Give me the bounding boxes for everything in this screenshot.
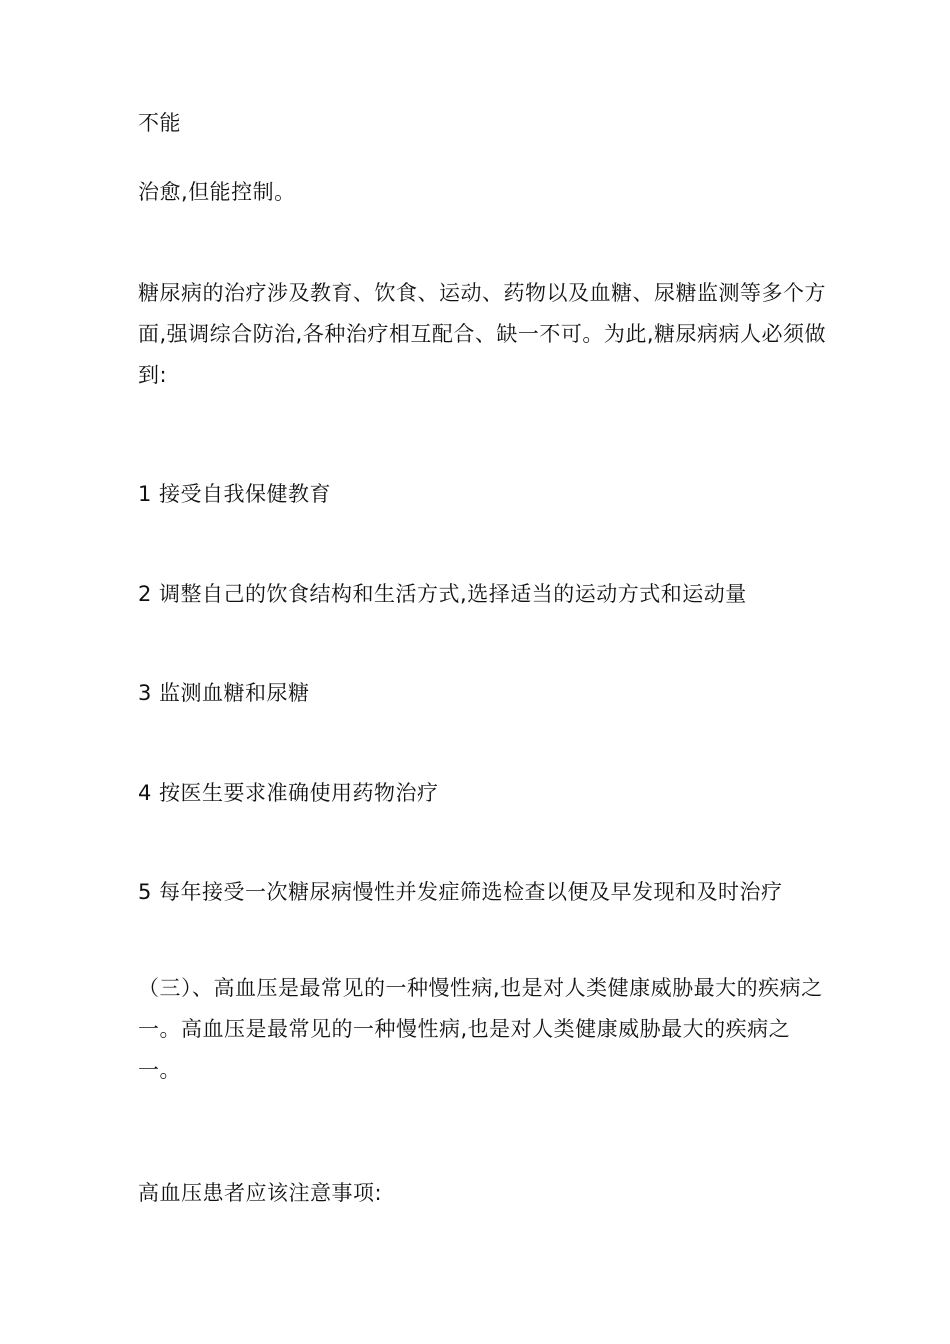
list-item-4: 4 按医生要求准确使用药物治疗 — [138, 781, 439, 805]
list-item-3: 3 监测血糖和尿糖 — [138, 681, 310, 705]
paragraph-diabetes-treatment-intro: 糖尿病的治疗涉及教育、饮食、运动、药物以及血糖、尿糖监测等多个方面,强调综合防治,各种治疗相互配合、缺一不可。为此,糖尿病病人必须做到: — [138, 281, 827, 387]
list-item-2: 2 调整自己的饮食结构和生活方式,选择适当的运动方式和运动量 — [138, 582, 747, 606]
heading-hypertension-notes: 高血压患者应该注意事项: — [138, 1181, 383, 1205]
list-item-1: 1 接受自我保健教育 — [138, 482, 332, 506]
paragraph-cannot: 不能 — [138, 111, 181, 135]
paragraph-cure-control: 治愈,但能控制。 — [138, 180, 296, 204]
list-item-5: 5 每年接受一次糖尿病慢性并发症筛选检查以便及早发现和及时治疗 — [138, 880, 783, 904]
paragraph-hypertension-section: （三）、高血压是最常见的一种慢性病,也是对人类健康威胁最大的疾病之一。高血压是最常见的一种慢性病,也是对人类健康威胁最大的疾病之一。 — [138, 976, 823, 1082]
